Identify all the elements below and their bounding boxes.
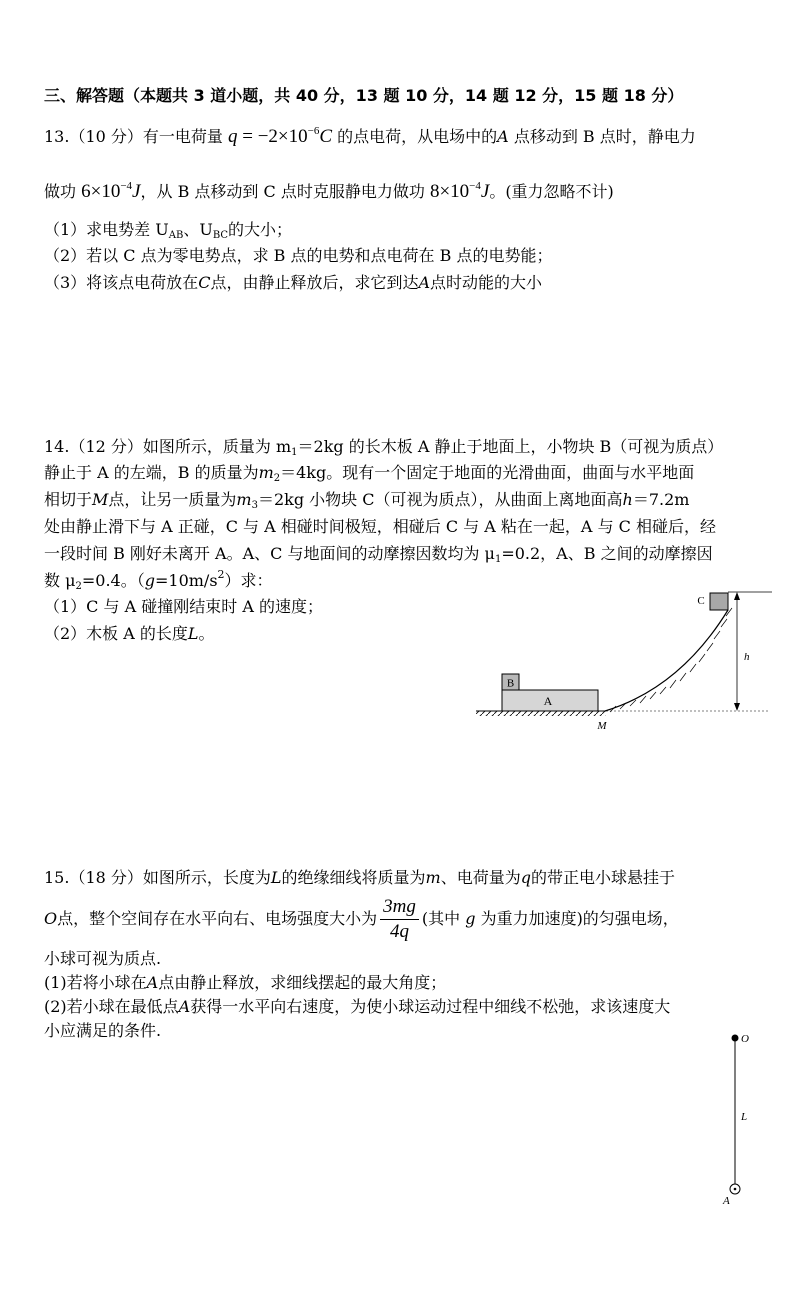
q15-line-3: 小球可视为质点. — [44, 949, 162, 968]
q15-line-2: O点，整个空间存在水平向右、电场强度大小为 $\frac{3mg}{4q}$ (其中 g 为重力加速度)的匀强电场， — [44, 896, 679, 942]
q14-line-5: 一段时间 B 刚好未离开 A。A、C 与地面间的动摩擦因数均为 $\mu_1=0.2$，A、B 之间的动摩擦因 — [44, 544, 713, 565]
field-strength-fraction: $\frac{3mg}{4q}$ — [380, 896, 419, 943]
block-c — [710, 593, 728, 610]
q13-line-2: 做功 $6\times 10^{-4}J$，从 B 点移动到 C 点时克服静电力做功 $8\times 10^{-4}J$。(重力忽略不计) — [44, 180, 614, 202]
q14-line-2: 静止于 A 的左端，B 的质量为$m_2=4kg$。现有一个固定于地面的光滑曲面，曲面与水平地面 — [44, 463, 695, 484]
q15-figure — [715, 1028, 775, 1208]
q13-part-1: （1）求电势差 $U_{AB}$、$U_{BC}$的大小； — [44, 220, 293, 241]
q13-line-1: 13.（10 分）有一电荷量 $q = -2\times 10^{-6}C$ 的点电荷，从电场中的A 点移动到 B 点时，静电力 — [44, 125, 696, 147]
q14-figure — [470, 588, 790, 738]
h-arrow-head-bottom — [734, 703, 740, 711]
q14-line-6: 数 $\mu_2=0.4$。$(g=10m/s^2)$求： — [44, 568, 273, 592]
a-label: A — [723, 1195, 730, 1207]
q13-part-2: （2）若以 C 点为零电势点，求 B 点的电势和点电荷在 B 点的电势能； — [44, 246, 553, 265]
ground-hatch — [476, 711, 606, 716]
curved-surface — [605, 610, 728, 711]
h-arrow-head-top — [734, 592, 740, 600]
q14-line-4: 处由静止滑下与 A 正碰，C 与 A 相碰时间极短，相碰后 C 与 A 粘在一起，A 与 C 相碰后，经 — [44, 517, 716, 536]
h-label: h — [744, 651, 750, 663]
o-label: O — [741, 1033, 749, 1045]
block-c-label: C — [697, 595, 705, 607]
ball-a-center — [734, 1188, 737, 1191]
m-label: M — [597, 720, 607, 732]
q14-line-3: 相切于M点，让另一质量为$m_3=2kg$ 小物块 C（可视为质点），从曲面上离地面高h＝7.2m — [44, 490, 690, 511]
q13-part-3: （3）将该点电荷放在C点，由静止释放后，求它到达A点时动能的大小 — [44, 273, 543, 292]
q14-part-2: （2）木板 A 的长度L。 — [44, 624, 215, 643]
block-b-label: B — [506, 677, 515, 690]
q14-line-1: 14.（12 分）如图所示，质量为 $m_1=2kg$ 的长木板 A 静止于地面上，小物块 B（可视为质点） — [44, 437, 724, 458]
q14-part-1: （1）C 与 A 碰撞刚结束时 A 的速度； — [44, 597, 323, 616]
q15-line-1: 15.（18 分）如图所示，长度为L的绝缘细线将质量为m、电荷量为q的带正电小球悬挂于 — [44, 868, 675, 887]
l-label: L — [741, 1111, 748, 1123]
q15-part-2: (2)若小球在最低点A获得一水平向右速度，为使小球运动过程中细线不松弛，求该速度大 — [44, 997, 671, 1016]
curved-surface-hatch — [610, 608, 732, 712]
board-a-label: A — [543, 694, 553, 708]
q15-part-1: (1)若将小球在A点由静止释放，求细线摆起的最大角度； — [44, 973, 447, 992]
q15-line-last: 小应满足的条件. — [44, 1021, 162, 1040]
section-heading: 三、解答题（本题共 3 道小题，共 40 分，13 题 10 分，14 题 12 分，15 题 18 分） — [44, 86, 684, 105]
